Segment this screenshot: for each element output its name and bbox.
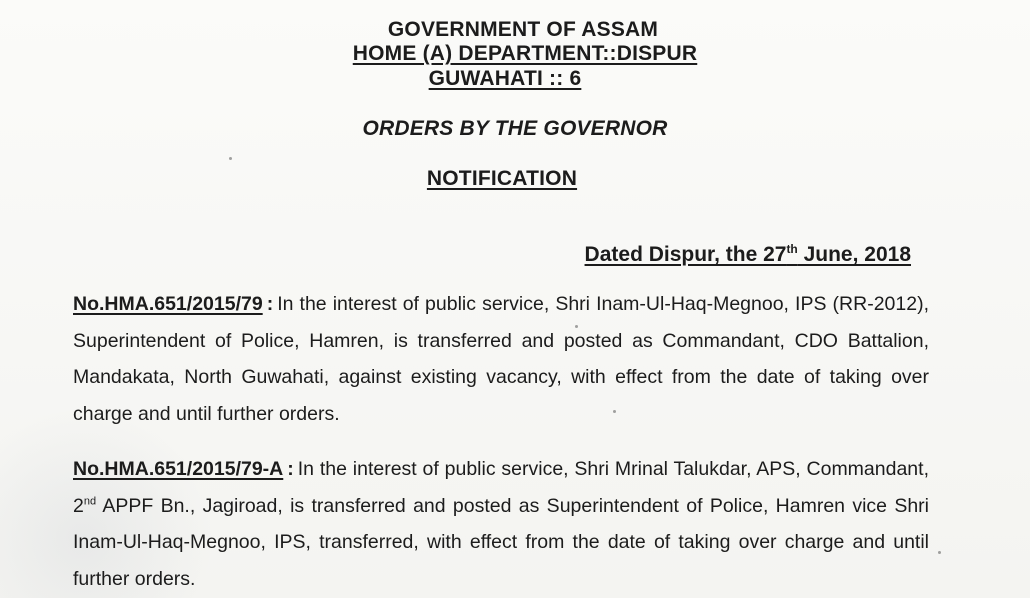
department-text: HOME (A) DEPARTMENT::DISPUR: [352, 42, 698, 65]
order-colon-2: :: [287, 458, 294, 480]
order-paragraph-1: [73, 286, 929, 432]
order-number-1: No.HMA.651/2015/79: [73, 293, 263, 315]
government-heading: GOVERNMENT OF ASSAM: [387, 18, 659, 41]
dated-line: [585, 243, 911, 267]
orders-heading: ORDERS BY THE GOVERNOR: [362, 117, 668, 140]
city-heading: [0, 67, 1020, 91]
paper-speck: [575, 325, 578, 328]
paper-speck: [613, 410, 616, 413]
dated-ordinal: th: [786, 242, 798, 256]
order-number-2: No.HMA.651/2015/79-A: [73, 458, 284, 480]
order-text-2a: In the interest of public service, Shri Mrinal Talukdar, APS, Commandant, 2: [73, 458, 929, 517]
dated-prefix: Dated Dispur, the 27: [584, 243, 787, 266]
notification-text: NOTIFICATION: [426, 167, 578, 190]
paper-speck: [229, 157, 232, 160]
dated-suffix: June, 2018: [797, 243, 911, 266]
order-colon-1: :: [266, 293, 274, 315]
paper-speck: [938, 551, 941, 554]
order-text-1: In the interest of public service, Shri Inam-Ul-Haq-Megnoo, IPS (RR-2012), Superintendent of Police, Hamren, is transferred and posted as Commandant, CDO Battalion, Mandakata, North Guwahati, against existing vacancy, with effect from the date of taking over charge and until further orders.: [73, 293, 929, 425]
notification-heading: [0, 167, 1017, 191]
order-ordinal-2: nd: [83, 495, 97, 507]
city-text: GUWAHATI :: 6: [428, 67, 582, 90]
order-paragraph-2: [73, 451, 929, 597]
department-heading: [10, 42, 1030, 66]
order-text-2b: APPF Bn., Jagiroad, is transferred and posted as Superintendent of Police, Hamren vice Shri Inam-Ul-Haq-Megnoo, IPS, transferred, with effect from the date of taking over charge and until further orders.: [73, 494, 929, 590]
